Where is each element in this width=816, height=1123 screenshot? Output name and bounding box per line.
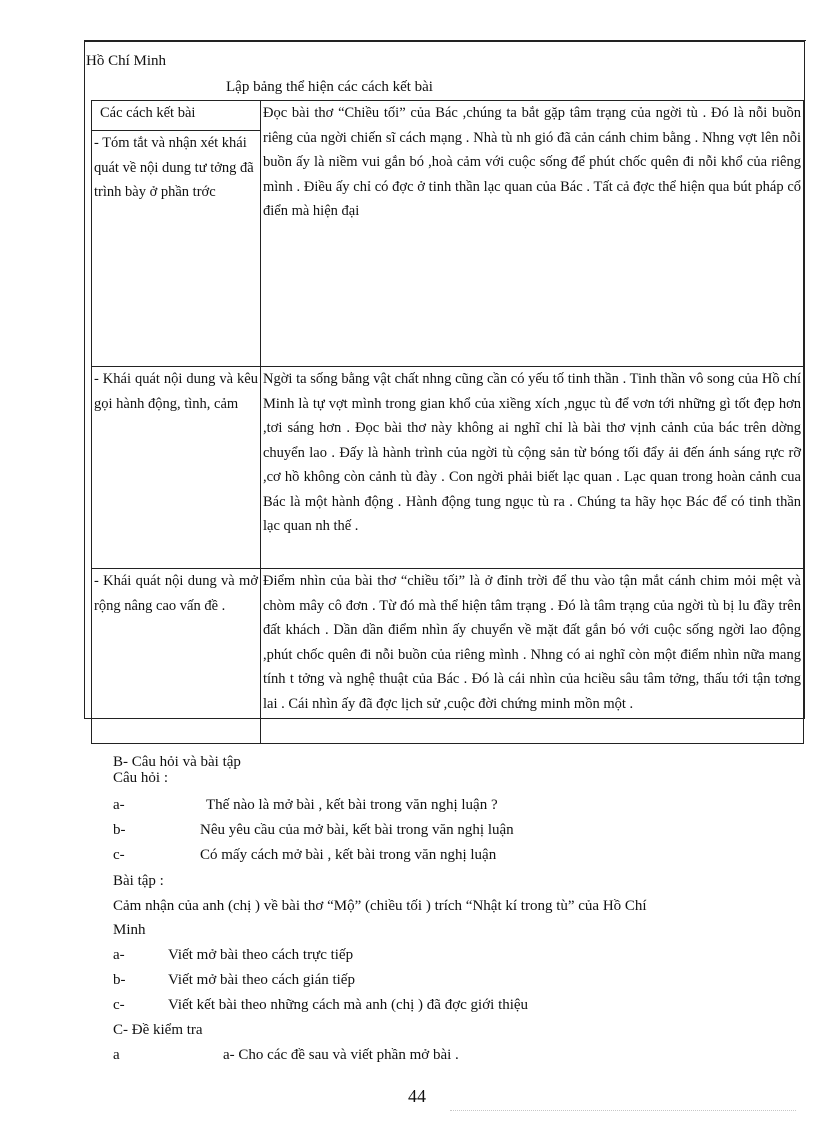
footer-dotted-rule <box>450 1110 796 1112</box>
page-number: 44 <box>408 1086 426 1106</box>
table-cell-method: - Khái quát nội dung và mở rộng nâng cao vấn đề . <box>92 569 261 744</box>
exercise-prompt-line-1: Cảm nhận của anh (chị ) về bài thơ “Mộ” (chiều tối ) trích “Nhật kí trong tù” của Hồ Chí <box>113 898 647 914</box>
list-marker: b- <box>113 822 126 838</box>
list-marker: a- <box>113 797 125 813</box>
table-row <box>92 569 804 744</box>
list-marker: c- <box>113 997 125 1013</box>
question-text: Thế nào là mở bài , kết bài trong văn nghị luận ? <box>206 797 498 813</box>
table-row <box>92 367 804 569</box>
table-cell-method: - Tóm tắt và nhận xét khái quát về nội dung tư tởng đã trình bày ở phần trớc <box>92 131 261 367</box>
exercise-prompt-line-2: Minh <box>113 922 146 938</box>
exercise-text: Viết mở bài theo cách gián tiếp <box>168 972 355 988</box>
example-text-1: Đọc bài thơ “Chiều tối” của Bác ,chúng ta bắt gặp tâm trạng của ngời tù . Đó là nỗi buồn riêng của ngời chiến sĩ cách mạng . Nhà tù nh gió đã cản cánh chim bằng . Nhng vợt lên nỗi buồn ấy là niềm vui gắn bó ,hoà cảm với cuộc sống để phút chốc quên đi nỗi khổ của riêng mình . Điều ấy chỉ có đợc ở tinh thần lạc quan của Bác . Tất cả đợc thể hiện qua bút pháp cổ điển mà hiện đại <box>263 105 801 219</box>
table-row <box>92 101 804 131</box>
questions-label: Câu hỏi : <box>113 770 168 786</box>
question-text: Có mấy cách mở bài , kết bài trong văn nghị luận <box>200 847 497 863</box>
table-header-methods: Các cách kết bài <box>92 101 261 131</box>
section-c-title: C- Đề kiểm tra <box>113 1022 203 1038</box>
list-marker: b- <box>113 972 126 988</box>
continued-text: Hồ Chí Minh <box>86 53 167 69</box>
conclusion-methods-table <box>91 100 804 744</box>
table-cell-method: - Khái quát nội dung và kêu gọi hành động, tình, cảm <box>92 367 261 569</box>
table-cell-example <box>261 101 804 367</box>
table-cell-example: Điểm nhìn của bài thơ “chiều tối” là ở đỉnh trời để thu vào tận mắt cánh chim mỏi mệt và chòm mây cô đơn . Từ đó mà thể hiện tâm trạng . Đó là tâm trạng của ngời tù bị lu đầy trên đất khách . Dần dần điểm nhìn ấy chuyển về mặt đất gắn bó với cuộc sống ngời lao động ,phút chốc quên đi nỗi buồn của riêng mình . Nhng có ai nghĩ còn một điểm nhìn nữa mang tính t tởng và nghệ thuật của Bác . Đó là cái nhìn của hciều sâu tâm tởng, thấu tới tận tơng lai . Cái nhìn ấy đã đợc lịch sử ,cuộc đời chứng minh mồn một . <box>261 569 804 744</box>
exercise-text: Viết mở bài theo cách trực tiếp <box>168 947 354 963</box>
exercise-text: Viết kết bài theo những cách mà anh (chị ) đã đợc giới thiệu <box>168 997 529 1013</box>
question-text: Nêu yêu cầu của mở bài, kết bài trong văn nghị luận <box>200 822 514 838</box>
exercise-label: Bài tập : <box>113 873 164 889</box>
list-marker: a- <box>113 947 125 963</box>
table-cell-example: Ngời ta sống bằng vật chất nhng cũng cần có yếu tố tinh thần . Tinh thần vô song của Hồ chí Minh là tự vợt mình trong gian khổ của xiềng xích ,ngục tù để vơn tới những gì tốt đẹp hơn ,tơi sáng hơn . Đọc bài thơ này không ai nghĩ chỉ là bài thơ vịnh cảnh của bác trên dờng chuyển lao . Đấy là hành trình của ngời tù cộng sản từ bóng tối đẩy ải đến ánh sáng rực rỡ ,cơ hồ không còn cảnh tù đày . Con ngời phải biết lạc quan . Lạc quan trong hoàn cảnh cua Bác là một hành động . Hành động tung ngục tù ra . Chúng ta hãy học Bác để có tinh thần lạc quan nh thế . <box>261 367 804 569</box>
list-marker: c- <box>113 847 125 863</box>
table-caption: Lập bảng thể hiện các cách kết bài <box>226 79 433 95</box>
exam-item-text: a- Cho các đề sau và viết phần mở bài . <box>223 1047 459 1063</box>
section-b-title: B- Câu hỏi và bài tập <box>113 754 241 770</box>
list-marker: a <box>113 1047 120 1063</box>
